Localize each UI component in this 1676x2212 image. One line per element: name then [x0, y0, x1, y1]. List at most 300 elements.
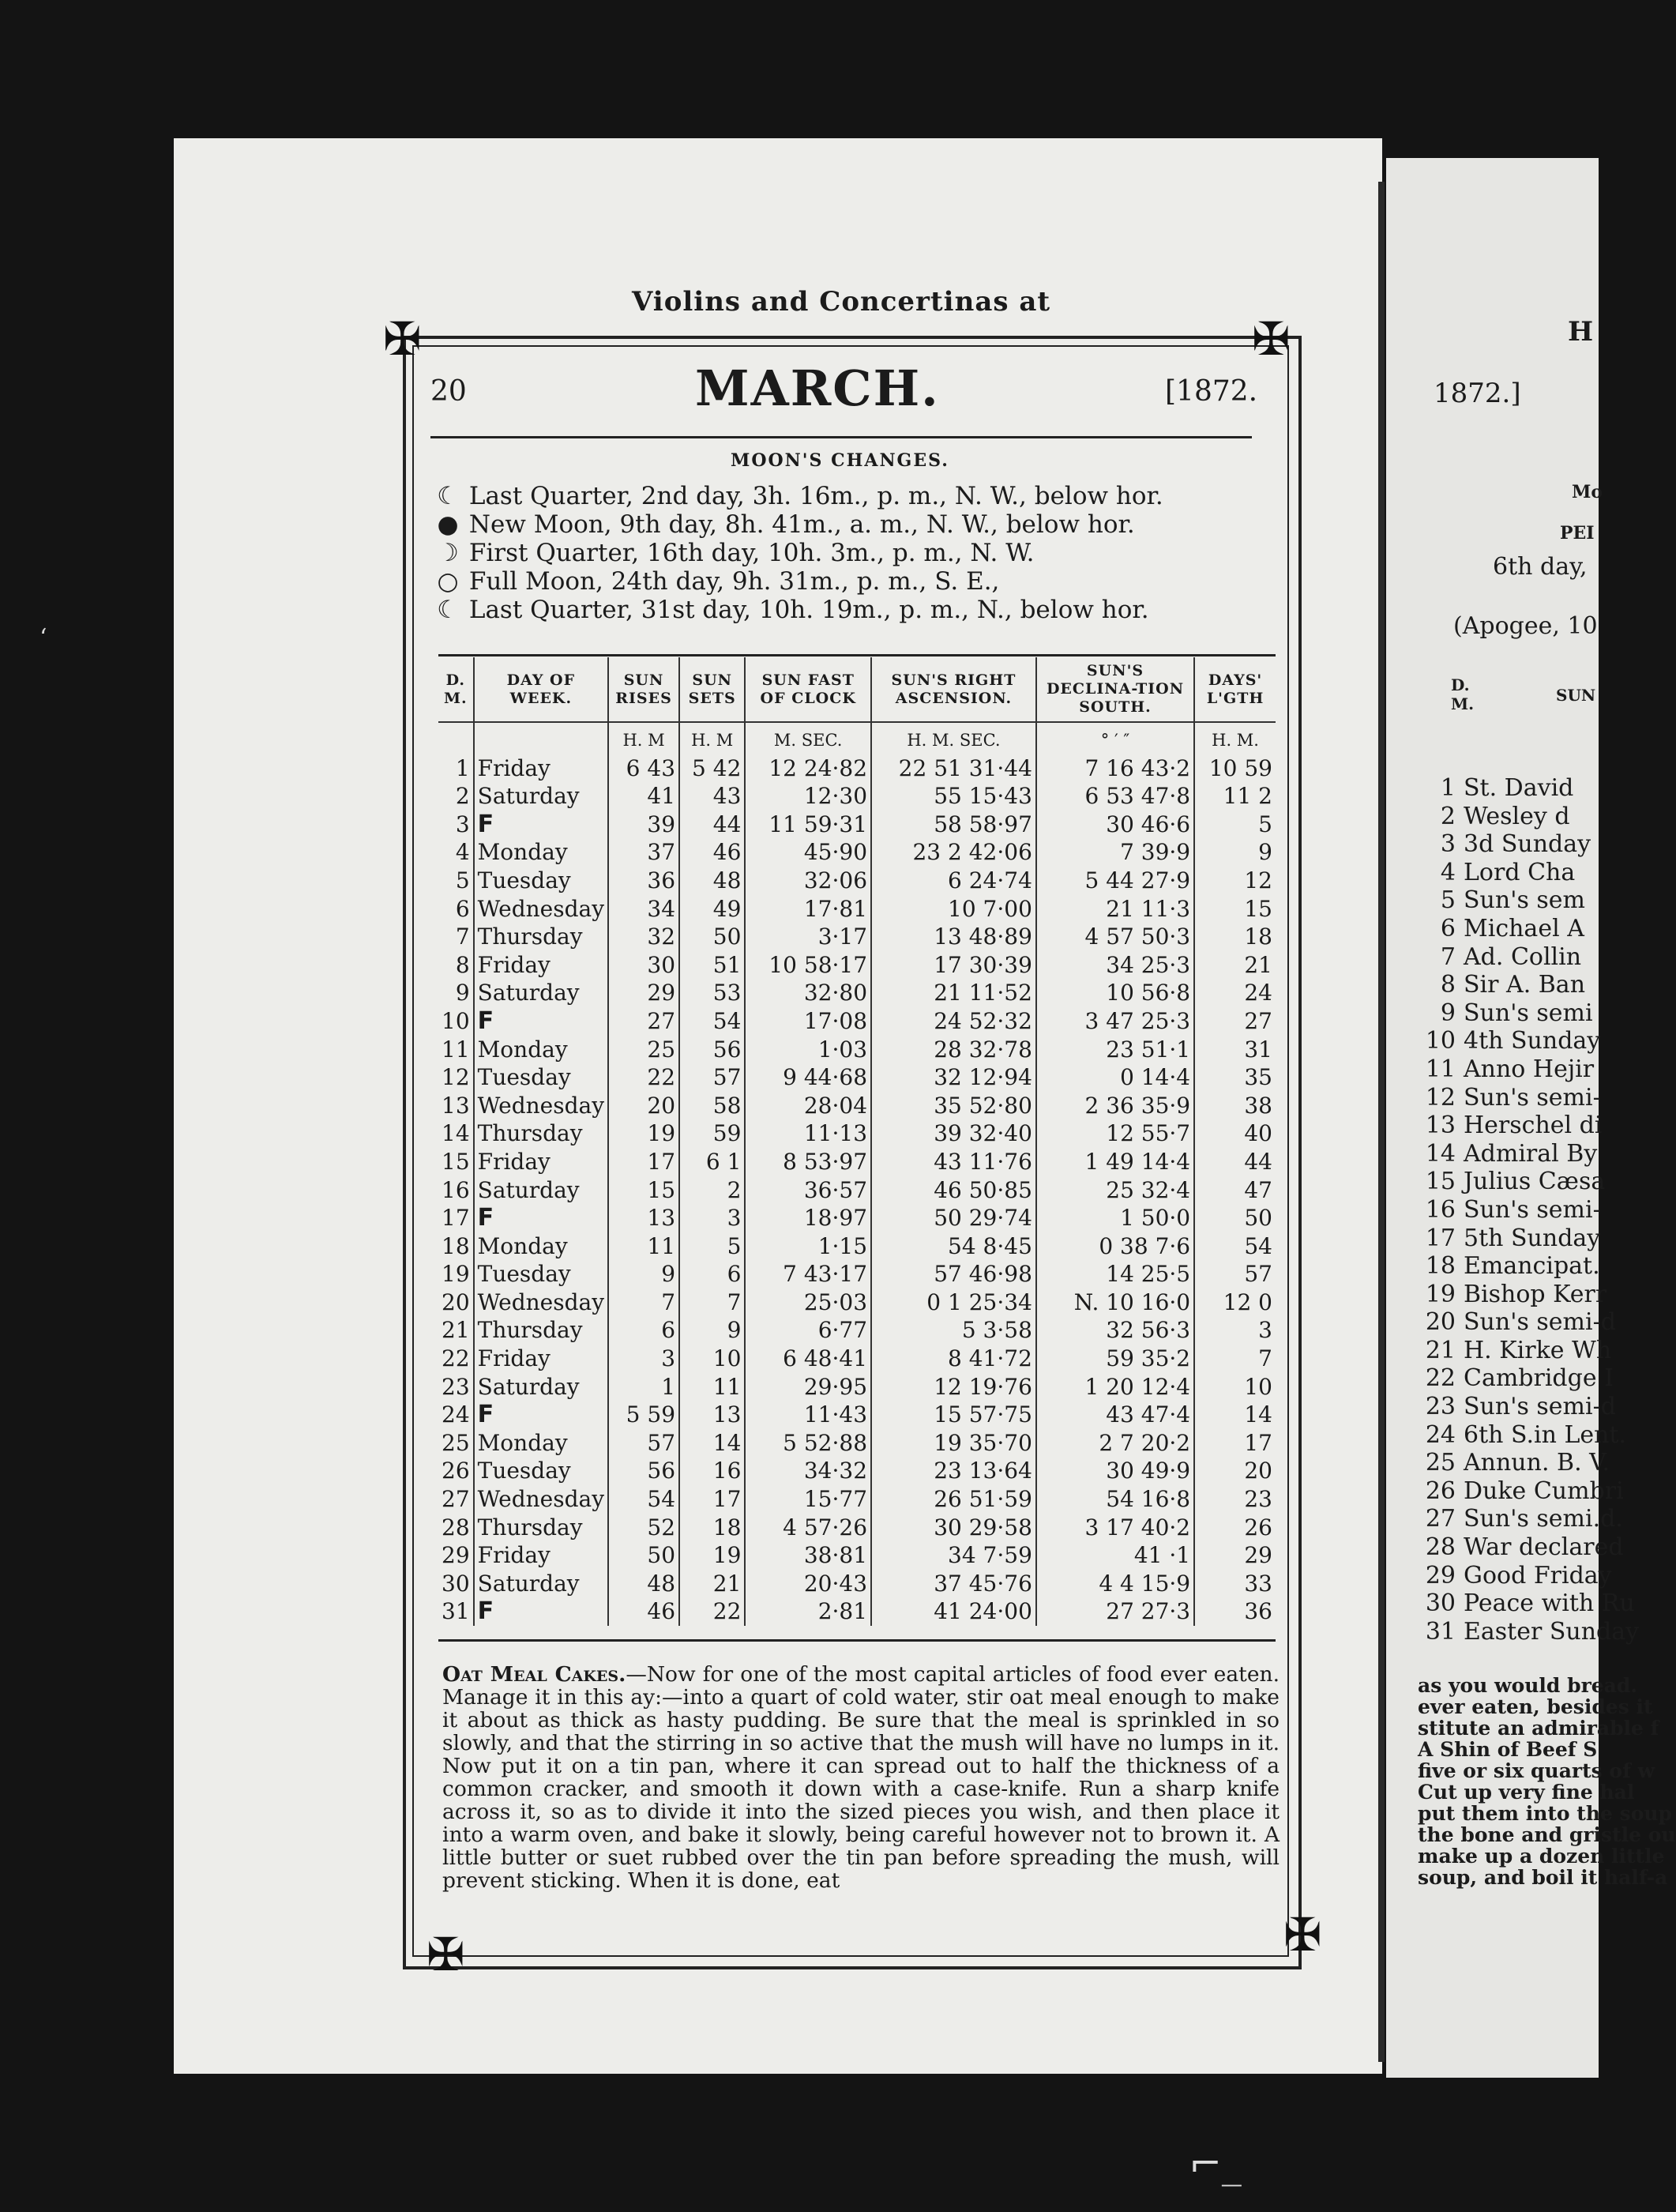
sun-rises-cell: 48	[608, 1570, 679, 1598]
right-ascension-cell: 21 11·52	[871, 979, 1036, 1007]
facing-row-text: Bishop Kerr	[1464, 1280, 1607, 1308]
right-ascension-cell: 26 51·59	[871, 1485, 1036, 1514]
facing-row-day: 28	[1425, 1533, 1456, 1562]
declination-cell: 21 11·3	[1036, 895, 1194, 924]
table-row	[438, 754, 1276, 783]
day-length-cell: 10 59	[1194, 754, 1276, 783]
sun-sets-cell: 49	[679, 895, 745, 924]
day-of-week-cell: Tuesday	[474, 1260, 608, 1288]
day-length-cell: 17	[1194, 1429, 1276, 1458]
declination-cell: 30 49·9	[1036, 1457, 1194, 1485]
facing-row-day: 10	[1425, 1027, 1456, 1055]
day-length-cell: 24	[1194, 979, 1276, 1007]
declination-cell: 23 51·1	[1036, 1036, 1194, 1064]
day-of-week-cell: Tuesday	[474, 1063, 608, 1092]
facing-line: PEI	[1560, 523, 1595, 544]
sun-sets-cell: 46	[679, 838, 745, 867]
sun-rises-cell: 13	[608, 1204, 679, 1232]
sun-fast-cell: 17·81	[745, 895, 871, 924]
facing-row	[1418, 1280, 1607, 1309]
declination-cell: 30 46·6	[1036, 811, 1194, 839]
day-of-week-cell: F	[474, 1007, 608, 1036]
day-of-week-cell: Monday	[474, 1232, 608, 1261]
month-title: MARCH.	[695, 359, 940, 417]
sun-fast-cell: 34·32	[745, 1457, 871, 1485]
declination-cell: 2 7 20·2	[1036, 1429, 1194, 1458]
facing-line: Mo	[1572, 482, 1603, 502]
facing-row-day: 20	[1425, 1308, 1456, 1337]
day-length-cell: 15	[1194, 895, 1276, 924]
day-of-week-cell: F	[474, 811, 608, 839]
day-length-cell: 5	[1194, 811, 1276, 839]
sun-rises-cell: 34	[608, 895, 679, 924]
facing-row-text: 4th Sunday	[1464, 1027, 1601, 1055]
sun-fast-cell: 5 52·88	[745, 1429, 871, 1458]
day-of-week-cell: Tuesday	[474, 867, 608, 895]
facing-row-day: 2	[1440, 802, 1456, 830]
facing-row-text: Herschel di	[1464, 1112, 1603, 1140]
corner-cross-icon: ✠	[427, 1928, 465, 1981]
right-ascension-cell: 35 52·80	[871, 1092, 1036, 1120]
unit-cell	[438, 722, 474, 754]
day-of-month-cell: 8	[455, 951, 470, 978]
sun-fast-cell: 25·03	[745, 1288, 871, 1317]
moon-changes-heading: MOON'S CHANGES.	[731, 450, 949, 471]
moon-phase-text: Full Moon, 24th day, 9h. 31m., p. m., S. E.,	[468, 567, 1000, 596]
sun-fast-cell: 10 58·17	[745, 951, 871, 980]
day-of-week-cell: Monday	[474, 1036, 608, 1064]
table-row	[438, 1345, 1276, 1373]
sun-rises-cell: 19	[608, 1119, 679, 1148]
sun-rises-cell: 6 43	[608, 754, 679, 783]
facing-row	[1418, 943, 1599, 972]
declination-cell: 0 14·4	[1036, 1063, 1194, 1092]
col-header-length: DAYS' L'GTH	[1194, 657, 1276, 722]
table-row	[438, 1514, 1276, 1542]
scratch-mark: ⌐_	[1189, 2141, 1242, 2187]
moon-phase-text: First Quarter, 16th day, 10h. 3m., p. m., N. W.	[468, 539, 1035, 567]
day-of-month-cell: 6	[455, 895, 470, 922]
title-rule	[430, 436, 1252, 438]
sun-rises-cell: 17	[608, 1148, 679, 1176]
table-row	[438, 1232, 1276, 1261]
sun-fast-cell: 15·77	[745, 1485, 871, 1514]
declination-cell: 59 35·2	[1036, 1345, 1194, 1373]
table-row	[438, 1541, 1276, 1570]
facing-row-text: Annun. B. V.	[1464, 1449, 1610, 1477]
facing-row	[1418, 1084, 1599, 1112]
declination-cell: 34 25·3	[1036, 951, 1194, 980]
sun-fast-cell: 11 59·31	[745, 811, 871, 839]
facing-row	[1418, 1420, 1627, 1450]
declination-cell: 12 55·7	[1036, 1119, 1194, 1148]
right-ascension-cell: 28 32·78	[871, 1036, 1036, 1064]
sun-sets-cell: 14	[679, 1429, 745, 1458]
facing-running-head: H	[1568, 316, 1594, 348]
facing-rows	[1418, 774, 1640, 1646]
sun-fast-cell: 32·06	[745, 867, 871, 895]
declination-cell: N. 10 16·0	[1036, 1288, 1194, 1317]
day-of-month-cell: 22	[442, 1345, 470, 1372]
right-ascension-cell: 22 51 31·44	[871, 754, 1036, 783]
table-row	[438, 979, 1276, 1007]
facing-note-line: soup, and boil it half-a	[1418, 1866, 1668, 1889]
day-of-month-cell: 1	[455, 754, 470, 781]
right-ascension-cell: 32 12·94	[871, 1063, 1036, 1092]
day-length-cell: 7	[1194, 1345, 1276, 1373]
facing-row	[1418, 886, 1599, 915]
col-header-fast: SUN FAST OF CLOCK	[745, 657, 871, 722]
unit-cell: H. M	[608, 722, 679, 754]
facing-row	[1418, 1168, 1606, 1196]
day-length-cell: 12 0	[1194, 1288, 1276, 1317]
unit-cell: H. M.	[1194, 722, 1276, 754]
facing-row-text: Emancipat.	[1464, 1252, 1600, 1281]
sun-sets-cell: 3	[679, 1204, 745, 1232]
facing-row	[1418, 1364, 1614, 1393]
facing-row-day: 21	[1425, 1336, 1456, 1364]
table-row	[438, 895, 1276, 924]
col-header-ra: SUN'S RIGHT ASCENSION.	[871, 657, 1036, 722]
table-row	[438, 1148, 1276, 1176]
facing-row-text: Sun's semi.d.	[1464, 1505, 1623, 1533]
day-of-month-cell: 21	[442, 1317, 470, 1344]
day-of-month-cell: 9	[455, 980, 470, 1006]
unit-cell	[474, 722, 608, 754]
facing-row-day: 23	[1425, 1393, 1456, 1421]
declination-cell: 1 49 14·4	[1036, 1148, 1194, 1176]
day-of-month-cell: 7	[455, 924, 470, 950]
day-of-week-cell: F	[474, 1204, 608, 1232]
day-length-cell: 36	[1194, 1597, 1276, 1626]
sun-sets-cell: 13	[679, 1401, 745, 1429]
facing-row	[1418, 830, 1599, 859]
almanac-table	[438, 657, 1276, 1626]
table-row	[438, 1485, 1276, 1514]
table-row	[438, 1204, 1276, 1232]
sun-fast-cell: 17·08	[745, 1007, 871, 1036]
table-row	[438, 1457, 1276, 1485]
table-row	[438, 811, 1276, 839]
facing-row-day: 6	[1440, 914, 1456, 942]
day-of-month-cell: 20	[442, 1288, 470, 1315]
declination-cell: 14 25·5	[1036, 1260, 1194, 1288]
col-header-rises: SUN RISES	[608, 657, 679, 722]
declination-cell: 43 47·4	[1036, 1401, 1194, 1429]
sun-rises-cell: 32	[608, 923, 679, 951]
facing-note-line: put them into the soup	[1418, 1802, 1673, 1825]
units-row	[438, 722, 1276, 754]
sun-fast-cell: 6·77	[745, 1316, 871, 1345]
day-length-cell: 10	[1194, 1373, 1276, 1401]
day-of-month-cell: 27	[442, 1486, 470, 1513]
day-length-cell: 27	[1194, 1007, 1276, 1036]
day-of-month-cell: 13	[442, 1092, 470, 1119]
first-quarter-icon: ☽	[437, 539, 459, 567]
sun-fast-cell: 4 57·26	[745, 1514, 871, 1542]
day-length-cell: 26	[1194, 1514, 1276, 1542]
facing-row	[1418, 1449, 1610, 1477]
day-length-cell: 57	[1194, 1260, 1276, 1288]
sun-rises-cell: 57	[608, 1429, 679, 1458]
day-length-cell: 54	[1194, 1232, 1276, 1261]
sun-rises-cell: 1	[608, 1373, 679, 1401]
sun-sets-cell: 51	[679, 951, 745, 980]
facing-line: (Apogee, 10	[1453, 612, 1598, 640]
day-length-cell: 29	[1194, 1541, 1276, 1570]
facing-note-line: the bone and gristle ou	[1418, 1823, 1676, 1846]
col-header-dm: D. M.	[438, 657, 474, 722]
facing-row-text: St. David	[1464, 774, 1574, 802]
recipe-body: —Now for one of the most capital articles of food ever eaten. Manage it in this ay:—into a quart of cold water, stir oat meal enough to make it about as thick as hasty pudding. Be sure that the meal is sprinkled in so slowly, and that the stirring in so active that the mush will have no lumps in it. Now put it on a tin pan, where it can spread out to half the thickness of a common cracker, and smooth it down with a case-knife. Run a sharp knife across it, so as to divide it into the sized pieces you wish, and then place it into a warm oven, and bake it slowly, being careful however not to brown it. A little butter or suet rubbed over the tin pan before spreading the mush, will prevent sticking. When it is done, eat	[442, 1662, 1280, 1893]
sun-fast-cell: 11·13	[745, 1119, 871, 1148]
facing-row-text: Anno Hejir	[1464, 1055, 1595, 1083]
right-ascension-cell: 46 50·85	[871, 1176, 1036, 1205]
declination-cell: 5 44 27·9	[1036, 867, 1194, 895]
sun-sets-cell: 11	[679, 1373, 745, 1401]
day-length-cell: 21	[1194, 951, 1276, 980]
sun-sets-cell: 59	[679, 1119, 745, 1148]
declination-cell: 3 17 40·2	[1036, 1514, 1194, 1542]
facing-row-text: Good Friday	[1464, 1561, 1612, 1589]
sun-sets-cell: 21	[679, 1570, 745, 1598]
sun-rises-cell: 20	[608, 1092, 679, 1120]
sun-sets-cell: 58	[679, 1092, 745, 1120]
sun-sets-cell: 10	[679, 1345, 745, 1373]
right-ascension-cell: 39 32·40	[871, 1119, 1036, 1148]
sun-fast-cell: 18·97	[745, 1204, 871, 1232]
facing-row-day: 7	[1440, 942, 1456, 971]
facing-row-day: 26	[1425, 1477, 1456, 1505]
sun-rises-cell: 37	[608, 838, 679, 867]
sun-fast-cell: 12 24·82	[745, 754, 871, 783]
day-of-week-cell: Thursday	[474, 923, 608, 951]
sun-fast-cell: 1·03	[745, 1036, 871, 1064]
table-row	[438, 951, 1276, 980]
day-of-week-cell: Wednesday	[474, 1485, 608, 1514]
facing-row	[1418, 1140, 1599, 1168]
declination-cell: 0 38 7·6	[1036, 1232, 1194, 1261]
sun-fast-cell: 9 44·68	[745, 1063, 871, 1092]
sun-sets-cell: 50	[679, 923, 745, 951]
facing-page-fragment	[1418, 213, 1676, 1951]
facing-row	[1418, 1617, 1640, 1646]
day-of-month-cell: 12	[442, 1064, 470, 1091]
facing-row-text: Sun's semi-	[1464, 1083, 1601, 1112]
facing-row-day: 24	[1425, 1420, 1456, 1449]
sun-sets-cell: 19	[679, 1541, 745, 1570]
facing-row-day: 1	[1440, 774, 1456, 802]
moon-phase	[434, 510, 1163, 539]
day-of-month-cell: 15	[442, 1148, 470, 1175]
right-ascension-cell: 17 30·39	[871, 951, 1036, 980]
facing-row-text: Sun's semi-d	[1464, 1393, 1616, 1421]
facing-row-text: Julius Cæsa	[1464, 1168, 1606, 1196]
sun-rises-cell: 6	[608, 1316, 679, 1345]
sun-sets-cell: 57	[679, 1063, 745, 1092]
right-ascension-cell: 8 41·72	[871, 1345, 1036, 1373]
day-of-week-cell: Friday	[474, 951, 608, 980]
table-row	[438, 1260, 1276, 1288]
sun-rises-cell: 36	[608, 867, 679, 895]
col-header-decl: SUN'S DECLINA-TION SOUTH.	[1036, 657, 1194, 722]
table-row	[438, 923, 1276, 951]
declination-cell: 4 57 50·3	[1036, 923, 1194, 951]
right-ascension-cell: 57 46·98	[871, 1260, 1036, 1288]
facing-col-sun: SUN	[1556, 686, 1596, 705]
sun-fast-cell: 2·81	[745, 1597, 871, 1626]
sun-fast-cell: 36·57	[745, 1176, 871, 1205]
facing-col-dm: D. M.	[1451, 675, 1475, 713]
table-row	[438, 1119, 1276, 1148]
facing-row	[1418, 1196, 1599, 1224]
day-of-week-cell: Saturday	[474, 1570, 608, 1598]
right-ascension-cell: 15 57·75	[871, 1401, 1036, 1429]
facing-row-text: Michael A	[1464, 914, 1584, 942]
unit-cell: ° ′ ″	[1036, 722, 1194, 754]
day-of-month-cell: 28	[442, 1514, 470, 1540]
day-of-week-cell: Friday	[474, 754, 608, 783]
table-row	[438, 782, 1276, 811]
moon-phase	[434, 596, 1163, 624]
sun-sets-cell: 9	[679, 1316, 745, 1345]
facing-row-day: 19	[1425, 1280, 1456, 1308]
facing-row-day: 14	[1425, 1139, 1456, 1168]
sun-sets-cell: 6	[679, 1260, 745, 1288]
table-row	[438, 1429, 1276, 1458]
facing-line: 6th day,	[1493, 553, 1588, 581]
facing-row-day: 4	[1440, 858, 1456, 886]
sun-rises-cell: 56	[608, 1457, 679, 1485]
day-of-week-cell: F	[474, 1401, 608, 1429]
day-of-week-cell: Friday	[474, 1148, 608, 1176]
facing-row-text: Wesley d	[1464, 802, 1570, 830]
day-of-month-cell: 14	[442, 1120, 470, 1147]
right-ascension-cell: 58 58·97	[871, 811, 1036, 839]
moon-phase	[434, 567, 1163, 596]
recipe-note	[442, 1663, 1280, 1892]
sun-sets-cell: 2	[679, 1176, 745, 1205]
declination-cell: 3 47 25·3	[1036, 1007, 1194, 1036]
sun-rises-cell: 41	[608, 782, 679, 811]
day-of-month-cell: 2	[455, 783, 470, 810]
facing-row-day: 29	[1425, 1561, 1456, 1589]
declination-cell: 32 56·3	[1036, 1316, 1194, 1345]
day-of-month-cell: 10	[442, 1007, 470, 1034]
facing-note-line: stitute an admirable f	[1418, 1717, 1659, 1740]
day-length-cell: 44	[1194, 1148, 1276, 1176]
declination-cell: 27 27·3	[1036, 1597, 1194, 1626]
facing-row	[1418, 999, 1599, 1028]
facing-row-text: Cambridge I	[1464, 1364, 1614, 1393]
day-of-week-cell: Saturday	[474, 1176, 608, 1205]
facing-row-text: Sun's semi	[1464, 999, 1593, 1027]
moon-phase	[434, 482, 1163, 510]
sun-fast-cell: 8 53·97	[745, 1148, 871, 1176]
facing-row-text: Ad. Collin	[1464, 942, 1582, 971]
sun-fast-cell: 45·90	[745, 838, 871, 867]
facing-row-day: 9	[1440, 999, 1456, 1027]
sun-rises-cell: 29	[608, 979, 679, 1007]
declination-cell: 7 16 43·2	[1036, 754, 1194, 783]
facing-row	[1418, 971, 1599, 999]
sun-rises-cell: 22	[608, 1063, 679, 1092]
facing-row	[1418, 1589, 1635, 1618]
moon-phase	[434, 539, 1163, 567]
sun-sets-cell: 16	[679, 1457, 745, 1485]
facing-row	[1418, 1477, 1624, 1506]
day-length-cell: 23	[1194, 1485, 1276, 1514]
table-row	[438, 1092, 1276, 1120]
sun-rises-cell: 46	[608, 1597, 679, 1626]
day-length-cell: 38	[1194, 1092, 1276, 1120]
facing-row	[1418, 1393, 1616, 1421]
declination-cell: 1 50·0	[1036, 1204, 1194, 1232]
facing-row	[1418, 803, 1599, 831]
day-of-week-cell: Wednesday	[474, 895, 608, 924]
table-top-rule	[438, 654, 1276, 656]
right-ascension-cell: 50 29·74	[871, 1204, 1036, 1232]
right-ascension-cell: 43 11·76	[871, 1148, 1036, 1176]
facing-row-day: 30	[1425, 1589, 1456, 1618]
facing-row-day: 15	[1425, 1168, 1456, 1196]
table-row	[438, 1597, 1276, 1626]
day-of-week-cell: Tuesday	[474, 1457, 608, 1485]
corner-cross-icon: ✠	[383, 312, 422, 366]
facing-row	[1418, 859, 1599, 887]
day-of-month-cell: 31	[442, 1598, 470, 1625]
day-of-week-cell: Monday	[474, 1429, 608, 1458]
page-fold	[1378, 182, 1385, 2062]
sun-fast-cell: 7 43·17	[745, 1260, 871, 1288]
day-of-month-cell: 5	[455, 867, 470, 893]
right-ascension-cell: 12 19·76	[871, 1373, 1036, 1401]
right-ascension-cell: 34 7·59	[871, 1541, 1036, 1570]
sun-rises-cell: 50	[608, 1541, 679, 1570]
table-row	[438, 1288, 1276, 1317]
sun-rises-cell: 30	[608, 951, 679, 980]
facing-row-text: Admiral By	[1464, 1139, 1598, 1168]
sun-sets-cell: 18	[679, 1514, 745, 1542]
sun-sets-cell: 54	[679, 1007, 745, 1036]
sun-rises-cell: 27	[608, 1007, 679, 1036]
day-of-week-cell: Thursday	[474, 1316, 608, 1345]
sun-rises-cell: 5 59	[608, 1401, 679, 1429]
right-ascension-cell: 30 29·58	[871, 1514, 1036, 1542]
facing-row	[1418, 1027, 1599, 1055]
facing-row	[1418, 1561, 1612, 1590]
day-of-month-cell: 18	[442, 1232, 470, 1259]
facing-row-text: 6th S.in Lent.	[1464, 1420, 1627, 1449]
facing-row	[1418, 774, 1599, 803]
facing-note-line: Cut up very fine hal	[1418, 1781, 1635, 1804]
facing-row-day: 3	[1440, 830, 1456, 859]
table-row	[438, 1316, 1276, 1345]
right-ascension-cell: 37 45·76	[871, 1570, 1036, 1598]
day-of-month-cell: 26	[442, 1458, 470, 1484]
sun-rises-cell: 15	[608, 1176, 679, 1205]
sun-rises-cell: 3	[608, 1345, 679, 1373]
table-row	[438, 1036, 1276, 1064]
facing-note-line: ever eaten, besides it	[1418, 1695, 1653, 1718]
corner-cross-icon: ✠	[1283, 1908, 1322, 1962]
sun-fast-cell: 12·30	[745, 782, 871, 811]
facing-row	[1418, 1055, 1599, 1084]
last-quarter-icon: ☾	[437, 482, 459, 510]
day-of-month-cell: 30	[442, 1570, 470, 1597]
right-ascension-cell: 23 13·64	[871, 1457, 1036, 1485]
table-row	[438, 867, 1276, 895]
